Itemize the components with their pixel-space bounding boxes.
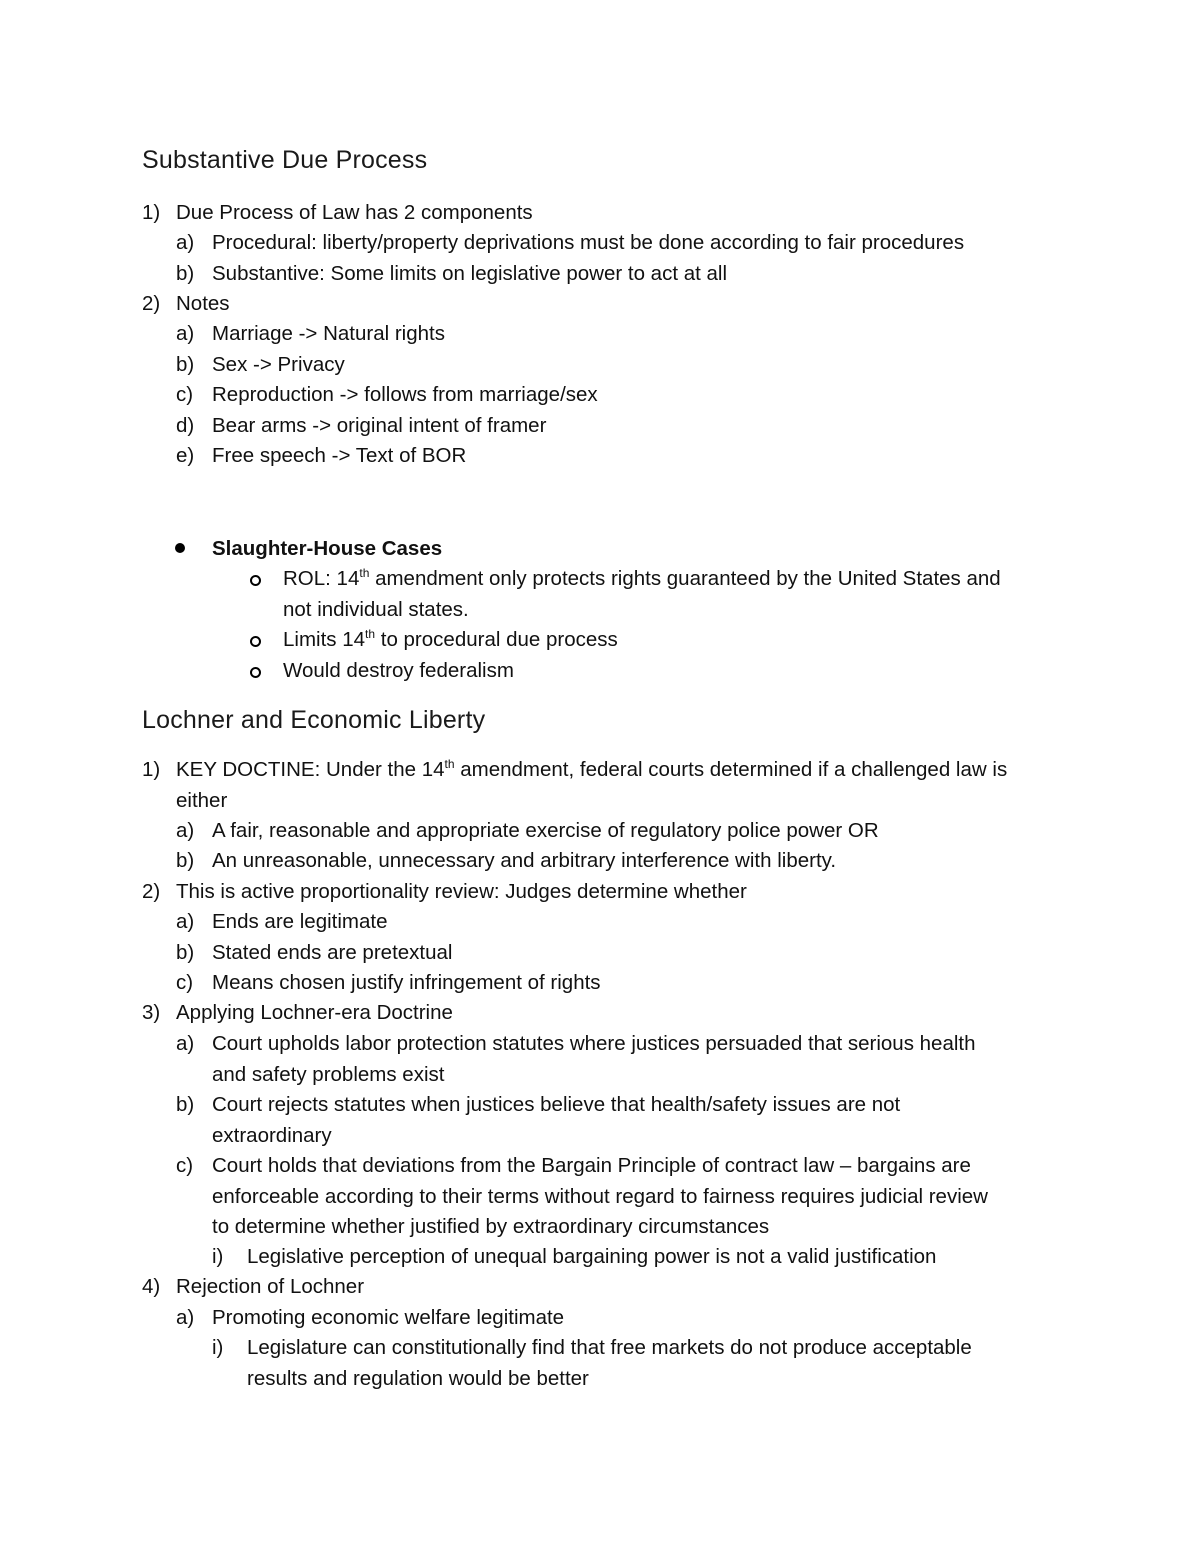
bullet-circle-icon — [250, 667, 261, 678]
list-marker: a) — [176, 231, 195, 254]
list-item: Court upholds labor protection statutes where justices persuaded that serious health — [212, 1032, 976, 1055]
federalism-line: Would destroy federalism — [283, 659, 514, 682]
list-marker: a) — [176, 819, 195, 842]
list-item: Applying Lochner-era Doctrine — [176, 1001, 453, 1024]
list-marker: b) — [176, 353, 195, 376]
limits-prefix: Limits 14 — [283, 628, 366, 651]
list-item: Due Process of Law has 2 components — [176, 201, 533, 224]
rule-of-law-continuation: not individual states. — [283, 598, 469, 621]
rol-prefix: ROL: 14 — [283, 567, 360, 590]
list-marker: c) — [176, 971, 194, 994]
list-marker: b) — [176, 941, 195, 964]
limits-line — [283, 625, 618, 655]
section-heading-substantive-due-process: Substantive Due Process — [142, 146, 428, 174]
case-title-slaughter-house: Slaughter-House Cases — [212, 537, 443, 560]
list-marker: c) — [176, 383, 194, 406]
key-doctrine-continuation: either — [176, 789, 228, 812]
list-item: Reproduction -> follows from marriage/sex — [212, 383, 598, 406]
list-item-continuation: extraordinary — [212, 1124, 332, 1147]
list-item-continuation: results and regulation would be better — [247, 1367, 589, 1390]
list-marker: b) — [176, 849, 195, 872]
list-item: Legislative perception of unequal bargaining power is not a valid justification — [247, 1245, 937, 1268]
list-marker: a) — [176, 1032, 195, 1055]
list-marker: 3) — [142, 1001, 161, 1024]
list-item: This is active proportionality review: Judges determine whether — [176, 880, 747, 903]
list-marker: i) — [212, 1336, 224, 1359]
list-item: Sex -> Privacy — [212, 353, 345, 376]
key-doctrine-line — [176, 755, 1007, 785]
list-marker: d) — [176, 414, 195, 437]
list-marker: c) — [176, 1154, 194, 1177]
list-marker: e) — [176, 444, 195, 467]
list-item: Procedural: liberty/property deprivations must be done according to fair procedures — [212, 231, 965, 254]
list-item: Legislature can constitutionally find that free markets do not produce acceptable — [247, 1336, 972, 1359]
superscript-th: th — [359, 566, 370, 581]
superscript-th: th — [365, 627, 376, 642]
list-marker: b) — [176, 1093, 195, 1116]
list-marker: a) — [176, 322, 195, 345]
bullet-circle-icon — [250, 636, 261, 647]
key-doctrine-prefix: KEY DOCTINE: Under the 14 — [176, 758, 445, 781]
list-item: Stated ends are pretextual — [212, 941, 453, 964]
list-item: Means chosen justify infringement of rights — [212, 971, 601, 994]
list-marker: a) — [176, 1306, 195, 1329]
superscript-th: th — [444, 757, 455, 772]
limits-suffix: to procedural due process — [375, 628, 618, 651]
bullet-dot-icon — [175, 543, 185, 553]
list-marker: a) — [176, 910, 195, 933]
rol-suffix: amendment only protects rights guaranteed by the United States and — [369, 567, 1001, 590]
list-item: Ends are legitimate — [212, 910, 388, 933]
list-item-continuation: enforceable according to their terms without regard to fairness requires judicial review — [212, 1185, 988, 1208]
list-item: Court holds that deviations from the Bargain Principle of contract law – bargains are — [212, 1154, 971, 1177]
list-item: Free speech -> Text of BOR — [212, 444, 467, 467]
list-marker: 4) — [142, 1275, 161, 1298]
list-marker: b) — [176, 262, 195, 285]
list-marker: 2) — [142, 880, 161, 903]
list-item: An unreasonable, unnecessary and arbitrary interference with liberty. — [212, 849, 837, 872]
list-marker: 2) — [142, 292, 161, 315]
list-item-continuation: and safety problems exist — [212, 1063, 445, 1086]
list-item-continuation: to determine whether justified by extraordinary circumstances — [212, 1215, 770, 1238]
list-marker: 1) — [142, 201, 161, 224]
list-marker: 1) — [142, 758, 161, 781]
list-item: Substantive: Some limits on legislative power to act at all — [212, 262, 728, 285]
list-item: A fair, reasonable and appropriate exercise of regulatory police power OR — [212, 819, 879, 842]
bullet-circle-icon — [250, 575, 261, 586]
list-item: Bear arms -> original intent of framer — [212, 414, 547, 437]
list-item: Rejection of Lochner — [176, 1275, 365, 1298]
list-marker: i) — [212, 1245, 224, 1268]
section-heading-lochner: Lochner and Economic Liberty — [142, 706, 486, 734]
list-item: Promoting economic welfare legitimate — [212, 1306, 565, 1329]
list-item: Notes — [176, 292, 230, 315]
list-item: Marriage -> Natural rights — [212, 322, 445, 345]
rule-of-law-line — [283, 564, 1001, 594]
key-doctrine-suffix: amendment, federal courts determined if a challenged law is — [454, 758, 1008, 781]
list-item: Court rejects statutes when justices believe that health/safety issues are not — [212, 1093, 901, 1116]
